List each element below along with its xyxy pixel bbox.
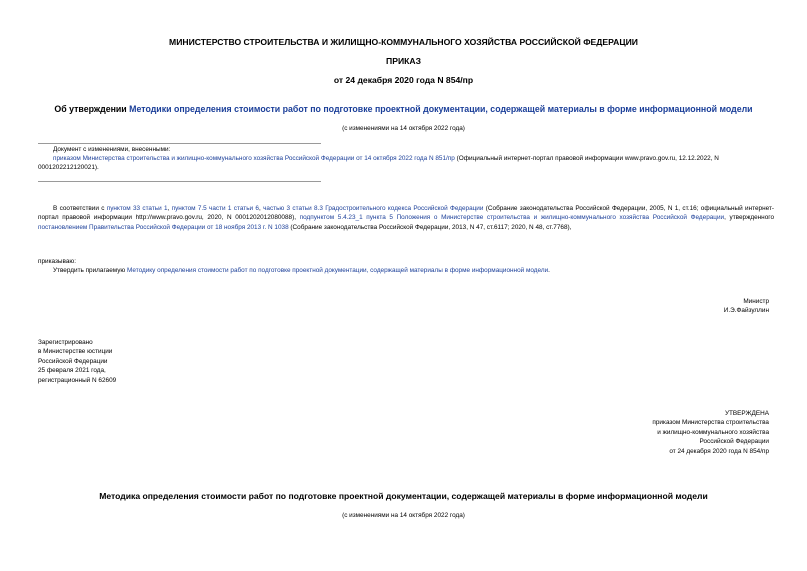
approved-line: Российской Федерации	[699, 438, 769, 446]
approved-line: и жилищно-коммунального хозяйства	[657, 428, 769, 436]
basis-text-6: (Собрание законодательства Российской Федерации, 2013, N 47, ст.6117; 2020, N 48, ст.7768),	[288, 223, 572, 231]
approve-method-link[interactable]: Методику определения стоимости работ по подготовке проектной документации, содержащей материалы в форме информационной модели	[127, 267, 549, 274]
order-word: приказываю:	[38, 258, 76, 265]
changes-order-link[interactable]: приказом Министерства строительства и жилищно-коммунального хозяйства Российской Федерации от 14 октября 2022 года N 851/пр	[53, 155, 455, 162]
basis-text-4: (Собрание законодательства Российской Федерации, 2005, N 1, ст.16; официальный интернет-портал правовой информации http://www.pravo.gov.ru, 2020, N 0001202012080088),	[38, 205, 775, 222]
doc-date-number: от 24 декабря 2020 года N 854/пр	[333, 75, 474, 85]
changes-bottom-rule	[38, 181, 321, 182]
changes-label: Документ с изменениями, внесенными:	[53, 146, 171, 153]
basis-link-1[interactable]: пунктом 33 статьи 1	[106, 205, 168, 212]
registration-line: 25 февраля 2021 года,	[38, 367, 106, 375]
doc-type-heading: ПРИКАЗ	[386, 56, 421, 66]
document-title	[0, 104, 807, 114]
changes-rest: (Официальный интернет-портал правовой информации www.pravo.gov.ru, 12.12.2022, N 0001202212120021).	[38, 155, 719, 172]
registration-line: Зарегистрировано	[38, 339, 93, 346]
signature-role: Министр	[743, 298, 769, 305]
registration-block	[38, 338, 116, 385]
basis-text-3: ,	[258, 205, 264, 212]
basis-text-1: В соответствии с	[53, 205, 107, 212]
basis-paragraph	[38, 204, 774, 232]
approve-prefix: Утвердить прилагаемую	[53, 267, 127, 274]
method-title: Методика определения стоимости работ по подготовке проектной документации, содержащей материалы в форме информационной модели	[99, 491, 708, 501]
approve-suffix: .	[548, 267, 550, 274]
title-prefix: Об утверждении	[54, 104, 130, 114]
basis-text-5: , утвержденного	[724, 214, 774, 222]
method-amend-note: (с изменениями на 14 октября 2022 года)	[342, 512, 465, 519]
approved-line: от 24 декабря 2020 года N 854/пр	[669, 447, 769, 455]
basis-link-5[interactable]: постановлением Правительства Российской Федерации от 18 ноября 2013 г. N 1038	[38, 223, 289, 231]
title-method-link[interactable]: Методики определения стоимости работ по подготовке проектной документации, содержащей материалы в форме информационной модели	[129, 104, 753, 114]
amend-note: (с изменениями на 14 октября 2022 года)	[342, 125, 465, 132]
changes-top-rule	[38, 143, 321, 144]
registration-line: Российской Федерации	[38, 357, 108, 365]
signature-name: И.Э.Файзуллин	[723, 307, 769, 314]
approved-block	[652, 409, 769, 456]
basis-link-4[interactable]: подпунктом 5.4.23_1 пункта 5 Положения о Министерстве строительства и жилищно-коммунального хозяйства Российской Федерации	[299, 214, 725, 222]
basis-link-3[interactable]: частью 3 статьи 8.3 Градостроительного кодекса Российской Федерации	[263, 205, 484, 212]
basis-text-2: ,	[167, 205, 172, 212]
ministry-heading: МИНИСТЕРСТВО СТРОИТЕЛЬСТВА И ЖИЛИЩНО-КОММУНАЛЬНОГО ХОЗЯЙСТВА РОССИЙСКОЙ ФЕДЕРАЦИИ	[169, 37, 638, 47]
approved-line: УТВЕРЖДЕНА	[724, 410, 769, 417]
registration-line: в Министерстве юстиции	[38, 348, 113, 356]
approved-line: приказом Министерства строительства	[652, 419, 769, 427]
registration-line: регистрационный N 62609	[38, 376, 117, 384]
changes-text	[38, 154, 774, 173]
approve-paragraph	[53, 266, 773, 275]
basis-link-2[interactable]: пунктом 7.5 части 1 статьи 6	[171, 205, 259, 212]
